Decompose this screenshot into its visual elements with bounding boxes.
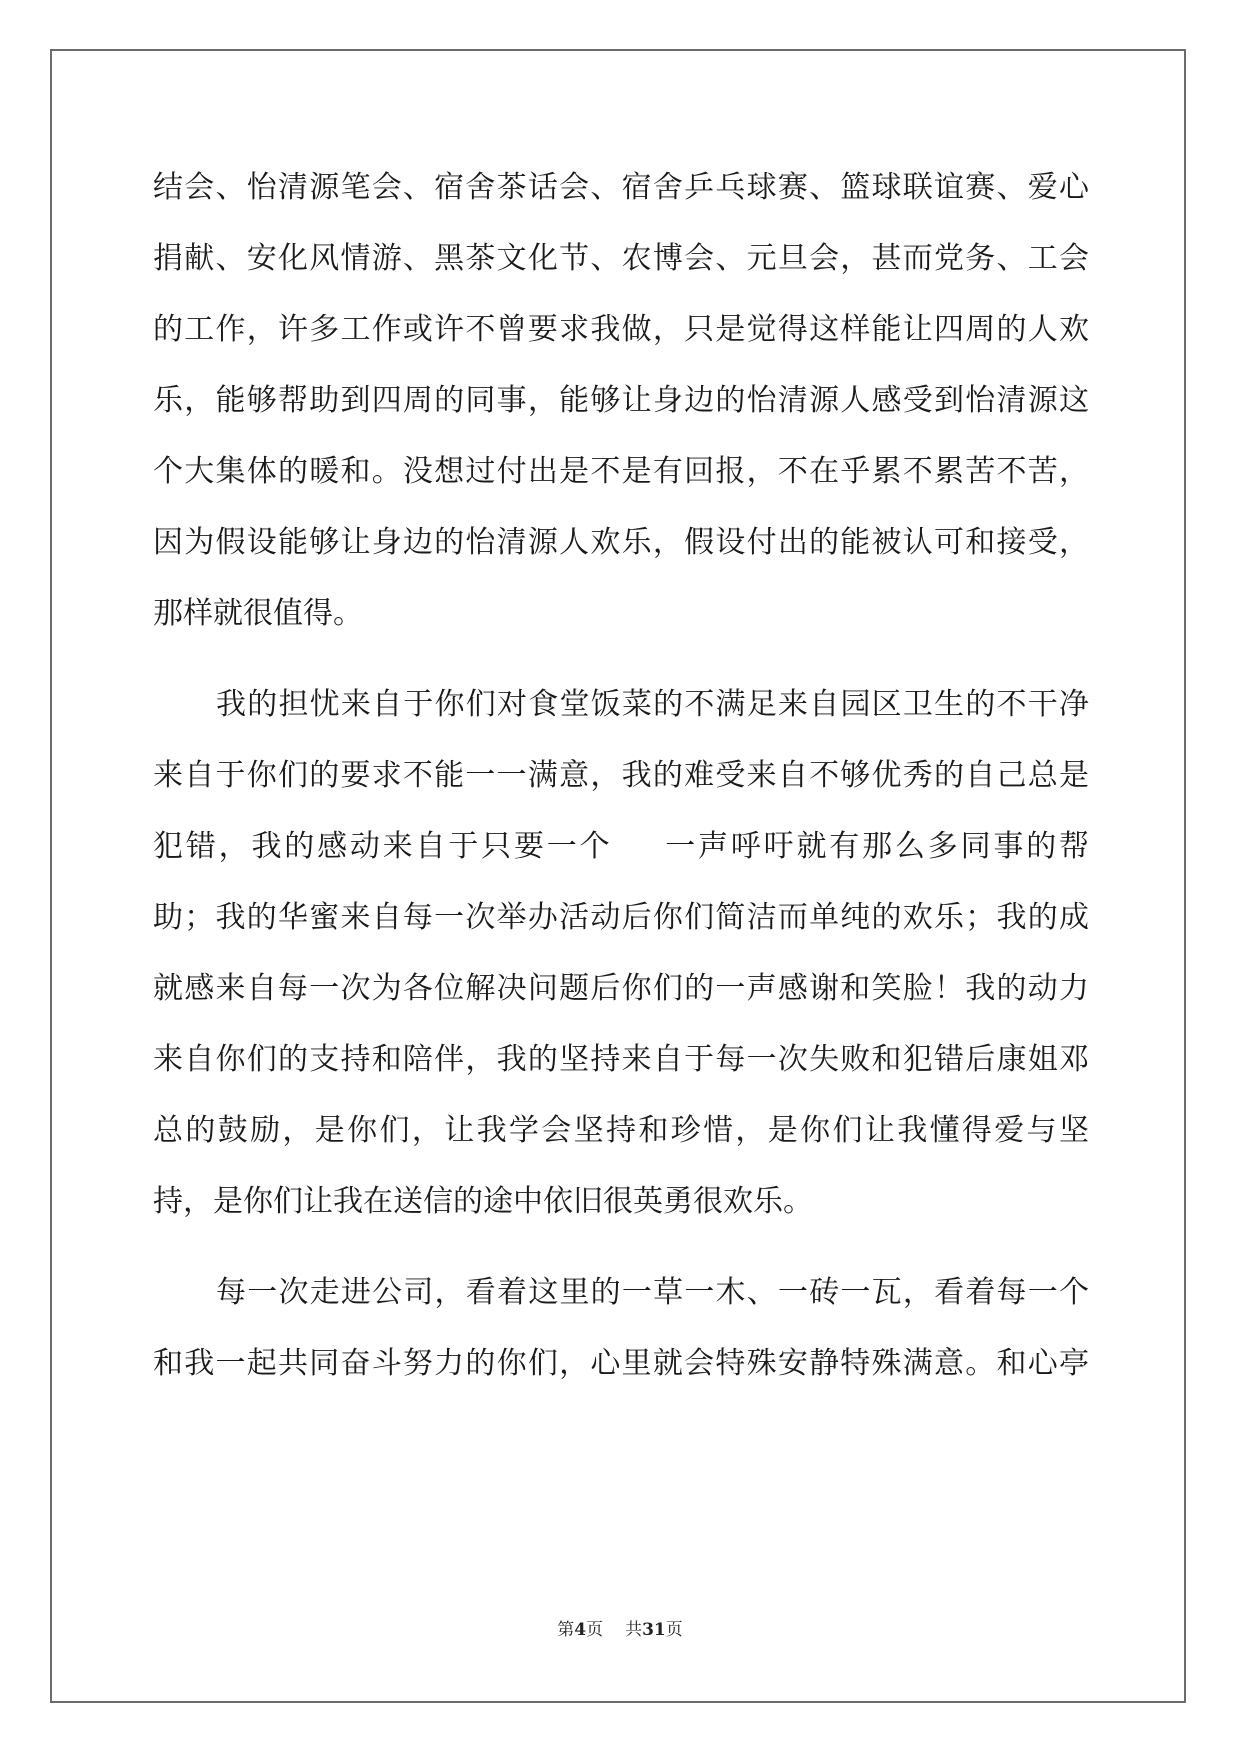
document-body: [153, 152, 1089, 1399]
text-line: 乐，能够帮助到四周的同事，能够让身边的怡清源人感受到怡清源这: [153, 383, 1089, 418]
page-suffix: 页: [586, 1620, 604, 1640]
text-line: 总的鼓励，是你们，让我学会坚持和珍惜，是你们让我懂得爱与坚: [153, 1113, 1089, 1148]
text-line: 和我一起共同奋斗努力的你们，心里就会特殊安静特殊满意。和心亭: [153, 1346, 1089, 1381]
text-line: 因为假设能够让身边的怡清源人欢乐，假设付出的能被认可和接受，: [153, 525, 1089, 560]
total-pages: 31: [642, 1620, 666, 1640]
text-line: 就感来自每一次为各位解决问题后你们的一声感谢和笑脸！我的动力: [153, 971, 1089, 1006]
text-line: 个大集体的暖和。没想过付出是不是有回报，不在乎累不累苦不苦，: [153, 454, 1089, 489]
text-line: [153, 811, 1089, 882]
text-line: 来自你们的支持和陪伴，我的坚持来自于每一次失败和犯错后康姐邓: [153, 1042, 1089, 1077]
text-line: 我的担忧来自于你们对食堂饭菜的不满足来自园区卫生的不干净: [216, 687, 1089, 722]
text-fragment: 一声呼吁就有那么多同事的帮: [662, 829, 1090, 864]
text-line: 的工作，许多工作或许不曾要求我做，只是觉得这样能让四周的人欢: [153, 312, 1089, 347]
text-line: 那样就很值得。: [153, 596, 363, 631]
page-footer: [0, 1615, 1240, 1640]
text-line: 助；我的华蜜来自每一次举办活动后你们简洁而单纯的欢乐；我的成: [153, 900, 1089, 935]
total-prefix: 共: [625, 1620, 643, 1640]
total-suffix: 页: [665, 1620, 683, 1640]
text-line: 捐献、安化风情游、黑茶文化节、农博会、元旦会，甚而党务、工会: [153, 241, 1089, 276]
text-line: 来自于你们的要求不能一一满意，我的难受来自不够优秀的自己总是: [153, 758, 1089, 793]
text-line: 持，是你们让我在送信的途中依旧很英勇很欢乐。: [153, 1184, 813, 1219]
text-line: 每一次走进公司，看着这里的一草一木、一砖一瓦，看着每一个: [216, 1275, 1089, 1310]
paragraph: [153, 152, 1089, 649]
paragraph: [153, 1257, 1089, 1399]
text-line: 结会、怡清源笔会、宿舍茶话会、宿舍乒乓球赛、篮球联谊赛、爱心: [153, 170, 1089, 205]
page-number: 4: [574, 1620, 587, 1640]
page-prefix: 第: [557, 1620, 575, 1640]
paragraph: [153, 669, 1089, 1237]
text-fragment: 犯错，我的感动来自于只要一个: [153, 829, 613, 864]
